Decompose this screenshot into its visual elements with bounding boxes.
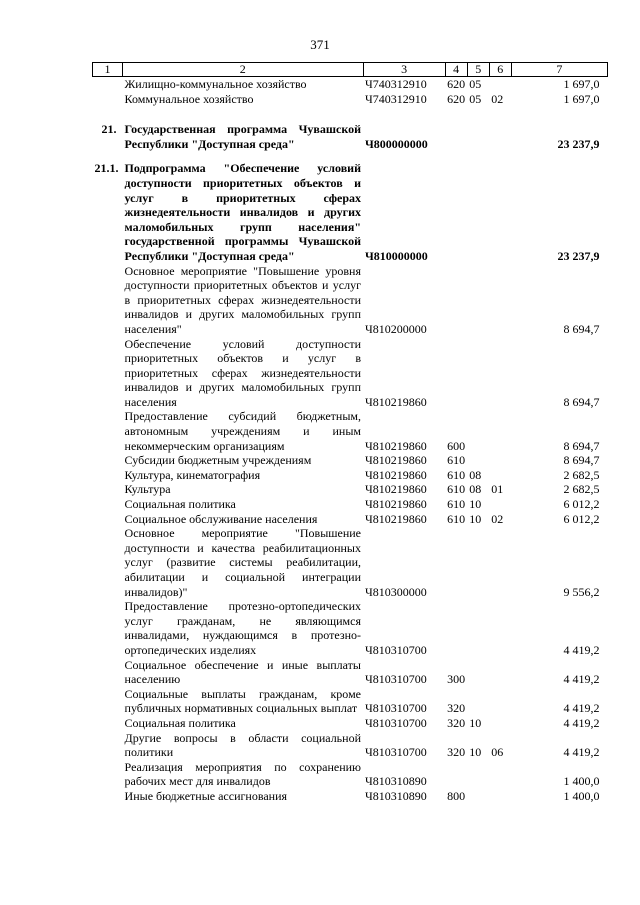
- row-col-4: 800: [447, 788, 466, 803]
- row-amount: 4 419,2: [563, 701, 600, 716]
- table-row: [93, 409, 608, 453]
- row-code: Ч810219860: [365, 482, 427, 497]
- header-col-7: 7: [511, 63, 607, 77]
- row-col-5: [467, 409, 489, 453]
- row-col-4: [445, 161, 467, 263]
- row-col-6: [489, 468, 511, 483]
- row-number: [93, 453, 123, 468]
- row-col-5: 10: [469, 715, 482, 730]
- row-amount: 1 697,0: [563, 91, 600, 106]
- table-row: [93, 161, 608, 263]
- row-col-4: 600: [447, 438, 466, 453]
- row-number: [93, 497, 123, 512]
- row-number: [93, 599, 123, 657]
- row-col-5: [467, 789, 489, 804]
- row-code: Ч810219860: [365, 511, 427, 526]
- row-code: Ч810219860: [365, 497, 427, 512]
- row-number: [93, 482, 123, 497]
- row-col-6: [489, 599, 511, 657]
- row-amount: 8 694,7: [563, 321, 600, 336]
- row-name: Субсидии бюджетным учреждениям: [124, 453, 312, 468]
- row-name: Культура, кинематография: [124, 467, 261, 482]
- table-header: [93, 63, 608, 77]
- row-code: Ч810310700: [365, 642, 427, 657]
- row-col-4: 610: [447, 467, 466, 482]
- row-code: Ч740312910: [365, 91, 427, 106]
- row-col-4: 320: [447, 701, 466, 716]
- row-col-5: [467, 760, 489, 789]
- row-code: Ч740312910: [365, 77, 427, 91]
- row-col-4: [445, 760, 467, 789]
- header-col-3: 3: [363, 63, 445, 77]
- row-code: Ч810300000: [365, 584, 427, 599]
- row-col-4: 610: [447, 453, 466, 468]
- row-number: [93, 92, 123, 107]
- row-col-4: 300: [447, 672, 466, 687]
- row-name: Реализация мероприятия по сохранению рабочих мест для инвалидов: [124, 759, 361, 789]
- row-amount: 9 556,2: [563, 584, 600, 599]
- row-number: [93, 512, 123, 527]
- row-name: Основное мероприятие "Повышение доступности и качества реабилитационных услуг (развитие системы реабилитации, абилитации и социальной интеграции инвалидов)": [124, 526, 361, 599]
- row-amount: 2 682,5: [563, 482, 600, 497]
- header-col-6: 6: [489, 63, 511, 77]
- row-col-4: 620: [447, 77, 466, 91]
- row-col-5: [467, 526, 489, 599]
- row-col-4: 320: [447, 745, 466, 760]
- row-col-5: [467, 599, 489, 657]
- table-row: [93, 482, 608, 497]
- row-col-5: [467, 658, 489, 687]
- row-number: [93, 264, 123, 337]
- row-col-5: 05: [469, 91, 482, 106]
- row-col-6: 01: [491, 482, 504, 497]
- row-col-6: 02: [491, 511, 504, 526]
- row-name: Коммунальное хозяйство: [124, 91, 254, 106]
- row-amount: 6 012,2: [563, 511, 600, 526]
- row-col-5: [467, 122, 489, 151]
- row-name: Культура: [124, 482, 171, 497]
- table-row: [93, 731, 608, 760]
- row-code: Ч810219860: [365, 394, 427, 409]
- row-number: [93, 77, 123, 92]
- row-name: Жилищно-коммунальное хозяйство: [124, 77, 307, 91]
- row-number: [93, 760, 123, 789]
- row-amount: 8 694,7: [563, 453, 600, 468]
- row-code: Ч810310700: [365, 701, 427, 716]
- row-number: [93, 731, 123, 760]
- row-amount: 23 237,9: [557, 248, 600, 263]
- row-name: Иные бюджетные ассигнования: [124, 788, 288, 803]
- row-code: Ч810000000: [365, 248, 428, 263]
- row-col-4: 610: [447, 482, 466, 497]
- row-amount: 4 419,2: [563, 642, 600, 657]
- page-number: 371: [310, 37, 330, 52]
- row-col-4: 610: [447, 497, 466, 512]
- row-col-4: 610: [447, 511, 466, 526]
- row-number: [93, 789, 123, 804]
- row-code: Ч810310700: [365, 672, 427, 687]
- row-number: [93, 687, 123, 716]
- row-code: Ч810219860: [365, 453, 427, 468]
- row-amount: 4 419,2: [563, 745, 600, 760]
- spacer-row: [93, 151, 608, 161]
- row-name: Другие вопросы в области социальной политики: [124, 730, 361, 760]
- row-col-5: 08: [469, 467, 482, 482]
- row-number: [93, 468, 123, 483]
- row-name: Социальное обеспечение и иные выплаты населению: [124, 657, 361, 687]
- row-col-6: [489, 453, 511, 468]
- table-row: [93, 526, 608, 599]
- row-number: [93, 526, 123, 599]
- row-col-6: [489, 497, 511, 512]
- table-row: [93, 789, 608, 804]
- row-col-6: [489, 409, 511, 453]
- row-amount: 4 419,2: [563, 715, 600, 730]
- row-col-5: 10: [469, 497, 482, 512]
- row-col-6: [489, 658, 511, 687]
- row-col-6: [489, 122, 511, 151]
- table-row: [93, 264, 608, 337]
- budget-table: [92, 62, 608, 804]
- row-col-6: [489, 687, 511, 716]
- row-amount: 23 237,9: [557, 136, 600, 151]
- table-row: [93, 337, 608, 410]
- spacer-row: [93, 106, 608, 122]
- table-row: [93, 122, 608, 151]
- row-amount: 1 400,0: [563, 774, 600, 789]
- row-col-4: [445, 264, 467, 337]
- table-row: [93, 658, 608, 687]
- row-col-4: 320: [447, 715, 466, 730]
- row-amount: 8 694,7: [563, 438, 600, 453]
- row-amount: 8 694,7: [563, 394, 600, 409]
- header-col-4: 4: [445, 63, 467, 77]
- header-col-1: 1: [93, 63, 123, 77]
- row-number: [93, 337, 123, 410]
- table-row: [93, 599, 608, 657]
- row-col-6: 02: [491, 91, 504, 106]
- row-amount: 4 419,2: [563, 672, 600, 687]
- row-name: Обеспечение условий доступности приоритетных объектов и услуг в приоритетных сферах жизнедеятельности инвалидов и других маломобильных групп населения: [124, 336, 361, 409]
- table-row: [93, 497, 608, 512]
- row-col-6: [489, 161, 511, 263]
- row-number: [93, 409, 123, 453]
- row-col-5: [467, 687, 489, 716]
- row-amount: 1 400,0: [563, 788, 600, 803]
- row-col-4: [445, 526, 467, 599]
- row-col-4: [445, 122, 467, 151]
- row-code: Ч810219860: [365, 438, 427, 453]
- row-code: Ч810310700: [365, 715, 427, 730]
- row-col-5: [467, 161, 489, 263]
- row-col-6: [489, 789, 511, 804]
- spacer-cell: [93, 151, 608, 161]
- row-name: Подпрограмма "Обеспечение условий доступности приоритетных объектов и услуг в приоритетных сферах жизнедеятельности инвалидов и других маломобильных групп населения" государственной программы Чувашской Республики "Доступная среда": [124, 161, 361, 263]
- row-name: Социальное обслуживание населения: [124, 511, 318, 526]
- row-code: Ч810310890: [365, 774, 427, 789]
- header-col-5: 5: [467, 63, 489, 77]
- row-amount: 2 682,5: [563, 467, 600, 482]
- table-row: [93, 468, 608, 483]
- table-body: [93, 77, 608, 804]
- table-row: [93, 716, 608, 731]
- table-row: [93, 77, 608, 92]
- row-code: Ч810310890: [365, 788, 427, 803]
- row-code: Ч810219860: [365, 467, 427, 482]
- row-col-6: [489, 264, 511, 337]
- row-name: Основное мероприятие "Повышение уровня доступности приоритетных объектов и услуг в приоритетных сферах жизнедеятельности инвалидов и других маломобильных групп населения": [124, 263, 361, 336]
- row-col-6: [489, 337, 511, 410]
- row-code: Ч810310700: [365, 745, 427, 760]
- row-col-6: [489, 760, 511, 789]
- row-name: Социальные выплаты гражданам, кроме публичных нормативных социальных выплат: [124, 686, 361, 716]
- table-row: [93, 687, 608, 716]
- row-col-4: 620: [447, 91, 466, 106]
- row-name: Предоставление протезно-ортопедических услуг гражданам, не являющимся инвалидами, нуждающимся в протезно-ортопедических изделиях: [124, 599, 361, 657]
- table-row: [93, 453, 608, 468]
- row-col-6: [489, 526, 511, 599]
- row-number: 21.: [101, 122, 117, 137]
- table-row: [93, 512, 608, 527]
- row-name: Предоставление субсидий бюджетным, автономным учреждениям и иным некоммерческим организациям: [124, 409, 361, 453]
- row-number: 21.1.: [94, 161, 119, 176]
- row-col-5: [467, 337, 489, 410]
- row-name: Социальная политика: [124, 715, 236, 730]
- row-col-5: [467, 264, 489, 337]
- row-name: Социальная политика: [124, 497, 236, 512]
- row-col-5: 08: [469, 482, 482, 497]
- row-col-5: 10: [469, 745, 482, 760]
- row-col-6: [489, 716, 511, 731]
- row-number: [93, 716, 123, 731]
- header-col-2: 2: [123, 63, 363, 77]
- row-amount: 6 012,2: [563, 497, 600, 512]
- row-code: Ч810200000: [365, 321, 427, 336]
- row-code: Ч800000000: [365, 136, 428, 151]
- row-col-5: 05: [469, 77, 482, 91]
- table-row: [93, 760, 608, 789]
- row-col-4: [445, 599, 467, 657]
- row-col-5: [467, 453, 489, 468]
- row-col-6: 06: [491, 745, 504, 760]
- row-name: Государственная программа Чувашской Республики "Доступная среда": [124, 122, 361, 151]
- row-number: [93, 658, 123, 687]
- row-col-4: [445, 337, 467, 410]
- row-amount: 1 697,0: [563, 77, 600, 91]
- spacer-cell: [93, 106, 608, 122]
- row-col-6: [489, 77, 511, 92]
- row-col-5: 10: [469, 511, 482, 526]
- table-row: [93, 92, 608, 107]
